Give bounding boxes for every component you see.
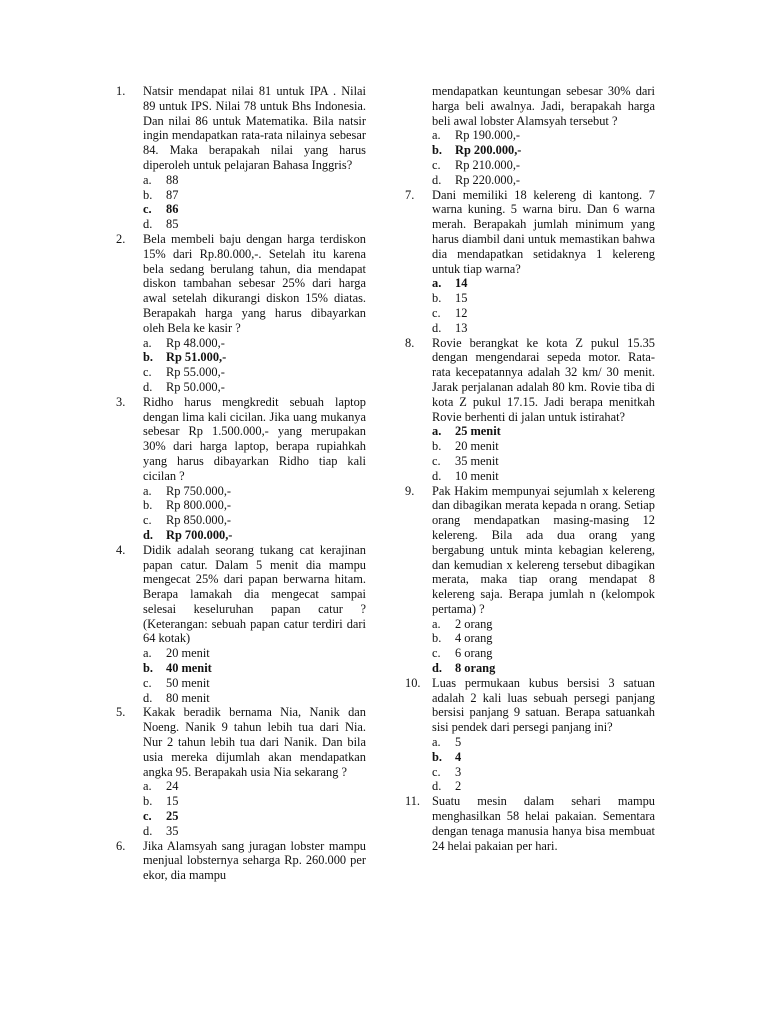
answer-option [432,661,655,676]
option-letter: b. [432,291,442,306]
option-text: 5 [455,735,462,750]
answer-option [143,484,366,499]
question-text: Bela membeli baju dengan harga terdiskon 15% dari Rp.80.000,-. Setelah itu karena bela sedang berulang tahun, dia mendapat diskon tambahan sebesar 25% dari harga awal setelah dikurangi diskon 15% diatas. Berapakah harga yang harus dibayarkan oleh Bela ke kasir ? [143,231,366,335]
option-text: Rp 800.000,- [166,498,232,513]
option-letter: d. [432,172,442,187]
option-text: 15 [455,291,468,306]
answer-option [432,291,655,306]
answer-option [432,158,655,173]
option-text: 20 menit [166,646,210,661]
option-letter: b. [432,143,442,158]
option-letter: a. [432,128,441,143]
answer-option [432,765,655,780]
option-text: 20 menit [455,439,499,454]
question-text: Natsir mendapat nilai 81 untuk IPA . Nilai 89 untuk IPS. Nilai 78 untuk Bhs Indonesia. Dan nilai 86 untuk Matematika. Bila natsir ingin mendapatkan rata-rata nilainya sebesar 84. Maka berapakah nilai yang harus diperoleh untuk pelajaran Bahasa Inggris? [143,84,366,172]
question-text: mendapatkan keuntungan sebesar 30% dari harga beli awalnya. Jadi, berapakah harga beli awal lobster Alamsyah tersebut ? [432,84,655,128]
question-text: Luas permukaan kubus bersisi 3 satuan adalah 2 kali luas sebuah persegi panjang bersisi panjang 9 satuan. Berapa satuankah sisi pendek dari persegi panjang ini? [432,675,655,735]
option-letter: c. [432,646,441,661]
option-letter: b. [143,498,153,513]
option-text: 35 menit [455,453,499,468]
answer-option [143,646,366,661]
answer-option [143,528,366,543]
question-item [116,705,366,838]
answer-option [143,202,366,217]
question-number: 9. [405,483,415,498]
option-text: 25 menit [455,424,501,439]
answer-option [143,188,366,203]
option-text: Rp 220.000,- [455,172,521,187]
option-text: 6 orang [455,646,493,661]
question-text: Suatu mesin dalam sehari mampu menghasilkan 58 helai pakaian. Sementara dengan tenaga manusia hanya bisa membuat 24 helai pakaian per hari. [432,794,655,853]
answer-option [432,617,655,632]
option-letter: c. [432,157,441,172]
option-text: 35 [166,823,179,838]
answer-option [143,365,366,380]
option-letter: d. [432,468,442,483]
answer-option [143,336,366,351]
question-number: 6. [116,838,126,853]
option-text: 12 [455,305,468,320]
option-text: 15 [166,794,179,809]
option-text: 24 [166,779,179,794]
question-text: Dani memiliki 18 kelereng di kantong. 7 warna kuning. 5 warna biru. Dan 6 warna merah. Berapakah jumlah minimum yang harus diambil dani untuk memastikan bahwa dia mendapatkan setidaknya 1 kelereng untuk tiap warna? [432,187,655,276]
option-text: Rp 210.000,- [455,157,521,172]
question-text: Ridho harus mengkredit sebuah laptop dengan lima kali cicilan. Jika uang mukanya sebesar Rp 1.500.000,- yang merupakan 30% dari harga laptop, berapa rupiahkah yang harus dibayarkan Ridho tiap kali cicilan ? [143,394,366,483]
option-letter: b. [432,749,442,764]
answer-option [143,779,366,794]
answer-option [432,321,655,336]
answer-option [432,439,655,454]
answer-option [432,276,655,291]
option-text: Rp 700.000,- [166,527,233,542]
answer-option [432,646,655,661]
question-item [405,336,655,484]
answer-option [432,735,655,750]
question-text: Jika Alamsyah sang juragan lobster mampu menjual lobsternya seharga Rp. 260.000 per ekor, dia mampu [143,838,366,883]
question-item [405,84,655,188]
option-text: 4 orang [455,631,493,646]
question-text: Kakak beradik bernama Nia, Nanik dan Noeng. Nanik 9 tahun lebih tua dari Nia. Nur 2 tahun lebih tua dari Nanik. Dan bila usia mereka dijumlah akan mendapatkan angka 95. Berapakah usia Nia sekarang ? [143,705,366,779]
option-letter: b. [432,439,442,454]
option-text: Rp 51.000,- [166,350,227,365]
option-text: 40 menit [166,661,212,676]
option-text: 80 menit [166,690,210,705]
option-letter: b. [143,661,153,676]
answer-option [143,661,366,676]
question-item [405,188,655,336]
option-letter: b. [432,631,442,646]
question-number: 5. [116,705,126,720]
option-letter: c. [143,202,152,217]
option-text: 8 orang [455,661,496,676]
answer-option [432,173,655,188]
option-text: Rp 190.000,- [455,128,521,143]
option-letter: a. [432,735,441,750]
question-number: 4. [116,542,126,557]
question-item [116,395,366,543]
answer-option [143,380,366,395]
answer-option [143,217,366,232]
answer-option [432,454,655,469]
option-letter: b. [143,187,153,202]
option-text: 2 [455,779,462,794]
option-text: 4 [455,749,462,764]
option-text: Rp 200.000,- [455,143,522,158]
option-letter: d. [432,320,442,335]
answer-option [143,824,366,839]
option-letter: d. [143,217,153,232]
option-letter: a. [432,424,442,439]
question-item [116,84,366,232]
option-text: 88 [166,172,179,187]
option-letter: a. [143,483,152,498]
answer-option [143,809,366,824]
answer-option [143,513,366,528]
question-item [405,676,655,794]
option-text: Rp 850.000,- [166,513,232,528]
answer-option [432,306,655,321]
option-letter: c. [143,513,152,528]
option-text: 87 [166,187,179,202]
answer-option [432,631,655,646]
option-letter: d. [143,527,153,542]
question-text: Pak Hakim mempunyai sejumlah x kelereng dan dibagikan merata kepada n orang. Setiap orang mendapatkan masing-masing 12 kelereng. Bila ada dua orang yang bergabung untuk minta kebagian kelereng, dan kemudian x kelereng tersebut dibagikan merata, maka tiap orang mendapat 8 kelereng saja. Berapa jumlah n (kelompok pertama) ? [432,483,655,616]
option-letter: d. [143,690,153,705]
option-text: 3 [455,764,462,779]
right-column [405,84,655,853]
option-text: 25 [166,809,179,824]
question-number: 3. [116,394,126,409]
option-letter: c. [143,809,152,824]
question-number: 1. [116,84,126,98]
option-letter: a. [432,276,442,291]
answer-option [143,691,366,706]
option-letter: c. [432,305,441,320]
option-letter: c. [432,764,441,779]
question-number: 7. [405,187,415,202]
option-text: 85 [166,217,179,232]
answer-option [432,779,655,794]
question-item [116,232,366,395]
option-letter: d. [432,779,442,794]
answer-option [432,128,655,143]
question-number: 2. [116,231,126,246]
answer-option [432,469,655,484]
option-text: Rp 48.000,- [166,335,225,350]
option-text: 50 menit [166,675,210,690]
option-letter: a. [143,779,152,794]
answer-option [143,498,366,513]
option-text: 86 [166,202,179,217]
answer-option [143,173,366,188]
answer-option [432,143,655,158]
left-column [116,84,366,883]
option-letter: c. [143,675,152,690]
answer-option [143,676,366,691]
question-item [116,543,366,706]
option-text: Rp 50.000,- [166,379,225,394]
option-letter: d. [143,823,153,838]
question-text: Didik adalah seorang tukang cat kerajinan papan catur. Dalam 5 menit dia mampu mengecat 25% dari papan berwarna hitam. Berapa lamakah dia mengecat sampai selesai keseluruhan papan catur ? (Keterangan: sebuah papan catur terdiri dari 64 kotak) [143,542,366,646]
option-letter: c. [432,453,441,468]
option-text: 10 menit [455,468,499,483]
option-letter: c. [143,365,152,380]
question-item [116,839,366,883]
question-number: 8. [405,335,415,350]
option-letter: a. [432,616,441,631]
answer-option [432,750,655,765]
option-letter: a. [143,646,152,661]
answer-option [143,794,366,809]
option-text: 2 orang [455,616,493,631]
answer-option [432,424,655,439]
question-number: 10. [405,675,421,690]
question-item [405,484,655,676]
question-text: Rovie berangkat ke kota Z pukul 15.35 dengan mengendarai sepeda motor. Rata-rata kecepatannya adalah 32 km/ 30 menit. Jarak perjalanan adalah 80 km. Rovie tiba di kota Z pukul 17.15. Jadi berapa menitkah Rovie berhenti di jalan untuk istirahat? [432,335,655,424]
option-letter: a. [143,172,152,187]
option-text: 13 [455,320,468,335]
option-letter: b. [143,794,153,809]
option-text: 14 [455,276,468,291]
option-letter: d. [432,661,442,676]
option-text: Rp 750.000,- [166,483,232,498]
answer-option [143,350,366,365]
question-item [405,794,655,853]
question-number: 11. [405,794,421,809]
option-letter: d. [143,379,153,394]
option-letter: b. [143,350,153,365]
option-text: Rp 55.000,- [166,365,225,380]
option-letter: a. [143,335,152,350]
